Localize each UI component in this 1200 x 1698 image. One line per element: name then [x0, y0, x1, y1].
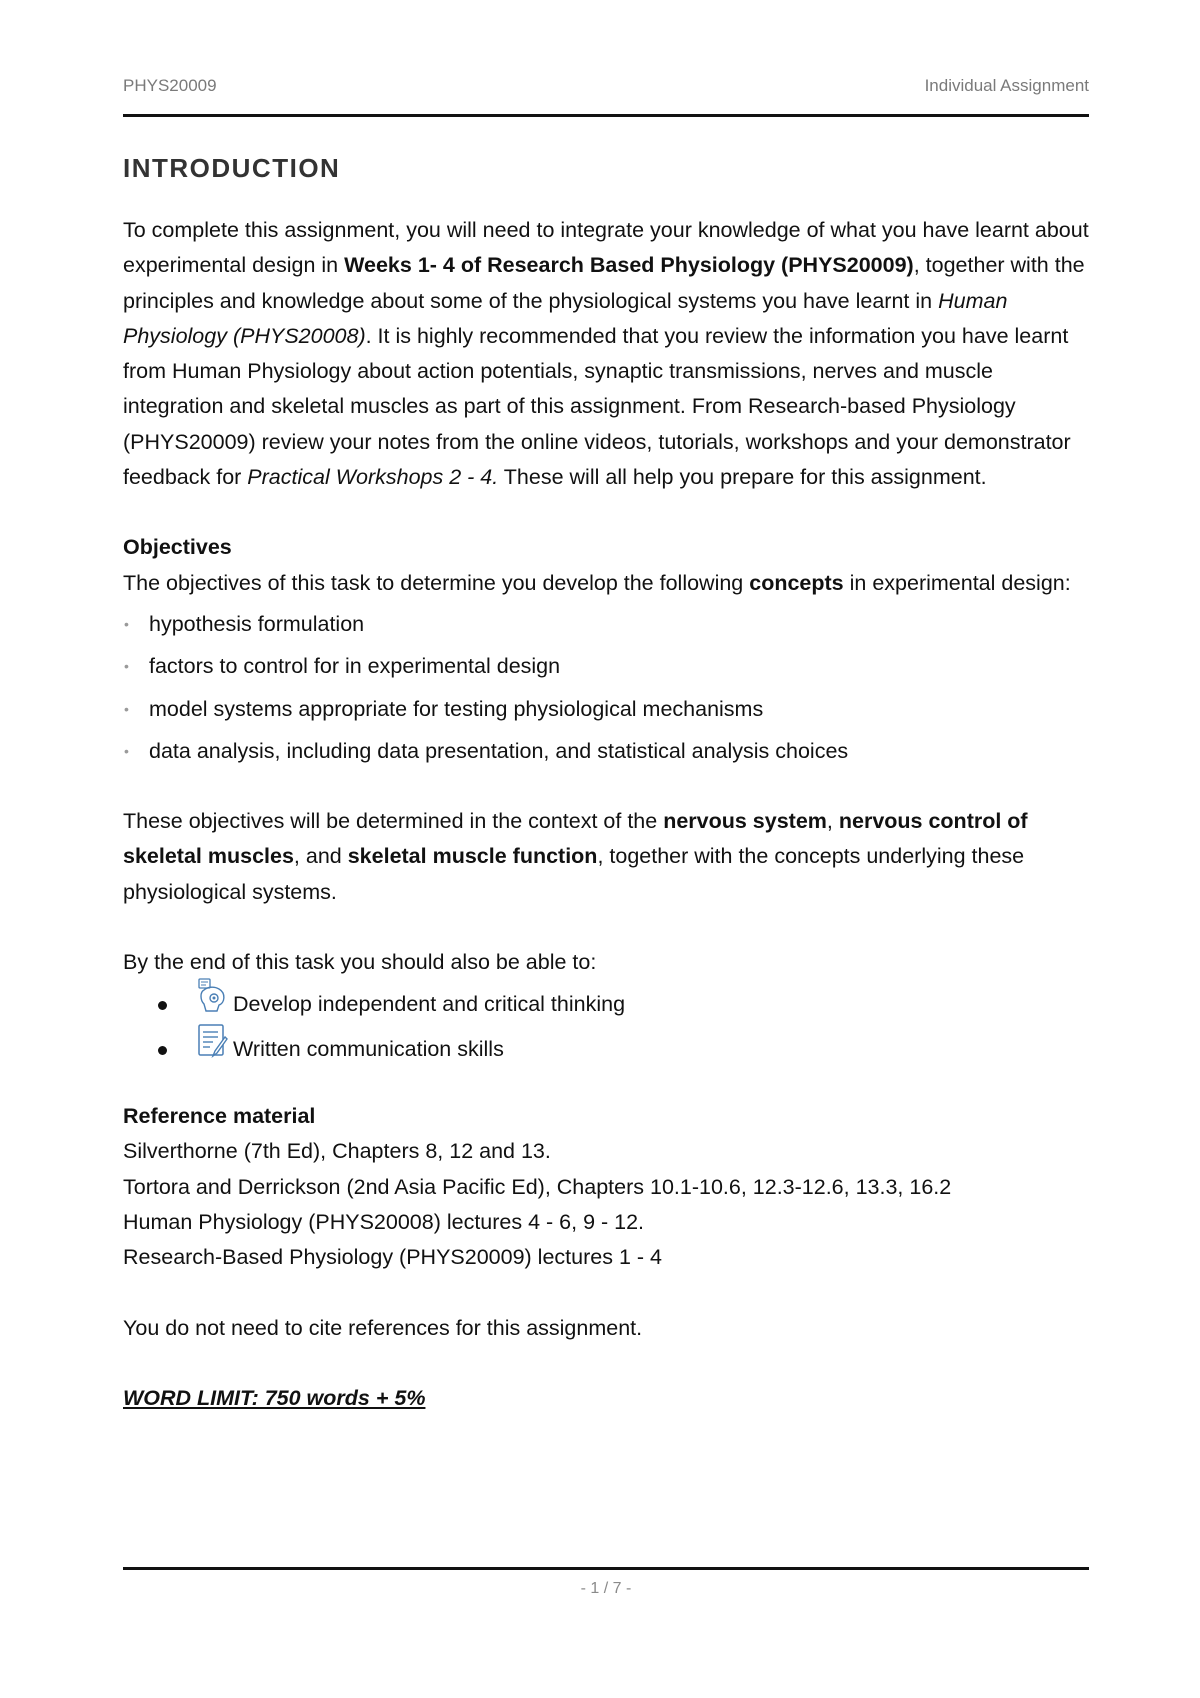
bullet-dot: • — [124, 743, 129, 760]
intro-text: , together with the principles and knowledge about some of the physiological systems you have learnt in — [123, 253, 1085, 313]
bullet-dot — [158, 1001, 167, 1010]
list-item — [123, 645, 1089, 688]
objectives-context — [123, 804, 1089, 910]
skills-lead: By the end of this task you should also be able to: — [123, 949, 597, 974]
page-number: - 1 / 7 - — [580, 1580, 632, 1597]
header-rule — [123, 114, 1089, 117]
section-heading-introduction: INTRODUCTION — [123, 153, 341, 183]
context-text: , — [826, 808, 839, 833]
reference-line: Tortora and Derrickson (2nd Asia Pacific Ed), Chapters 10.1-10.6, 12.3-12.6, 13.3, 16.2 — [123, 1174, 952, 1199]
objectives-lead-text: in experimental design: — [843, 570, 1071, 595]
context-text: , together with the concepts underlying these physiological systems. — [123, 844, 1025, 904]
intro-text: To complete this assignment, you will need to integrate your knowledge of what you have learnt about experimental design in — [123, 218, 1089, 278]
list-item — [123, 982, 1089, 1027]
list-item-text: data analysis, including data presentation, and statistical analysis choices — [149, 739, 849, 764]
running-header — [123, 76, 1089, 100]
bullet-dot — [158, 1046, 167, 1055]
bullet-dot: • — [124, 700, 129, 717]
intro-italic-course: Human Physiology (PHYS20008) — [123, 288, 1008, 348]
list-item-text: factors to control for in experimental design — [149, 654, 561, 679]
document-page — [123, 0, 1089, 1698]
skill-label: Written communication skills — [233, 1037, 504, 1062]
references-heading-text: Reference material — [123, 1104, 316, 1129]
intro-text: These will all help you prepare for this assignment. — [498, 465, 987, 490]
bullet-dot: • — [124, 658, 129, 675]
list-item — [123, 688, 1089, 731]
objectives-lead — [123, 566, 1089, 601]
list-item-text: hypothesis formulation — [149, 611, 365, 636]
context-bold: nervous control of skeletal muscles — [123, 808, 1028, 869]
references-heading — [123, 1099, 1089, 1134]
objectives-lead-bold: concepts — [749, 570, 844, 595]
reference-line: Research-Based Physiology (PHYS20009) lectures 1 - 4 — [123, 1245, 662, 1270]
skill-label: Develop independent and critical thinking — [233, 992, 626, 1017]
header-doc-type: Individual Assignment — [924, 76, 1089, 95]
word-limit — [123, 1381, 1089, 1416]
main-content — [123, 150, 1089, 1416]
word-limit-text: WORD LIMIT: 750 words + 5% — [123, 1385, 426, 1410]
intro-italic-workshops: Practical Workshops 2 - 4. — [247, 465, 499, 490]
context-bold: skeletal muscle function — [347, 844, 598, 869]
header-course-code: PHYS20009 — [123, 76, 217, 95]
reference-line: Silverthorne (7th Ed), Chapters 8, 12 and 13. — [123, 1139, 551, 1164]
skills-list — [123, 982, 1089, 1072]
list-item — [123, 1027, 1089, 1072]
objectives-list — [123, 603, 1089, 773]
context-bold: nervous system — [663, 808, 827, 833]
intro-bold-course: Weeks 1- 4 of Research Based Physiology (PHYS20009) — [344, 253, 914, 278]
objectives-heading — [123, 530, 1089, 565]
reference-line: Human Physiology (PHYS20008) lectures 4 - 6, 9 - 12. — [123, 1210, 645, 1235]
intro-text: . It is highly recommended that you review the information you have learnt from Human Physiology about action potentials, synaptic transmissions, nerves and muscle integration and skeletal muscles as part of this assignment. From Research-based Physiology (PHYS20009) review your notes from the online videos, tutorials, workshops and your demonstrator feedback for — [123, 323, 1071, 490]
list-item — [123, 603, 1089, 646]
objectives-heading-text: Objectives — [123, 535, 232, 560]
references-note: You do not need to cite references for this assignment. — [123, 1315, 643, 1340]
bullet-dot: • — [124, 615, 129, 632]
context-text: These objectives will be determined in the context of the — [123, 808, 664, 833]
intro-paragraph — [123, 213, 1089, 495]
objectives-lead-text: The objectives of this task to determine you develop the following — [123, 570, 750, 595]
context-text: , and — [293, 844, 348, 869]
footer-rule — [123, 1567, 1089, 1570]
document-pencil-icon — [197, 1023, 229, 1059]
list-item — [123, 730, 1089, 773]
list-item-text: model systems appropriate for testing physiological mechanisms — [149, 696, 764, 721]
brain-gear-icon — [197, 978, 229, 1014]
